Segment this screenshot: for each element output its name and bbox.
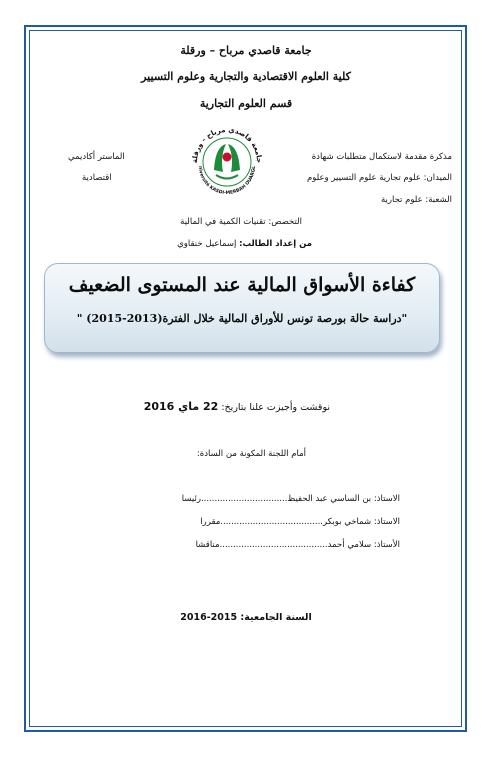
logo-arabic-text: جامعة قاصدي مرباح - ورقلة [190, 125, 264, 164]
university-logo [188, 122, 266, 194]
logo-red-dot [223, 153, 232, 162]
specialty-text: التخصص: تقنيات الكمية في المالية [180, 217, 302, 227]
student-label: من إعداد الطالب: [239, 239, 312, 249]
committee-member: الاستاذ: شماخي بوبكر......................................مقررا [200, 517, 400, 527]
university-name: جامعة قاصدي مرباح – ورقلة [180, 44, 312, 57]
field-text: الميدان: علوم تجارية علوم التسيير وعلوم [307, 173, 452, 183]
student-line [177, 239, 312, 249]
faculty-name: كلية العلوم الاقتصادية والتجارية وعلوم التسيير [141, 70, 351, 83]
academic-year: السنة الجامعية: 2015-2016 [180, 612, 312, 623]
degree-text: الماستر أكاديمي [68, 152, 125, 162]
economics-text: اقتصادية [82, 173, 112, 183]
defense-line [144, 400, 330, 413]
committee-member: الأستاذ: سلامي أحمد........................................مناقشا [195, 540, 400, 550]
student-name: إسماعيل خنقاوي [177, 239, 237, 249]
branch-text: الشعبة: علوم تجارية [380, 195, 452, 205]
defense-label: نوقشت وأجيزت علنا بتاريخ: [221, 402, 330, 413]
defense-date: 22 ماي 2016 [143, 400, 219, 413]
memo-text: مذكرة مقدمة لاستكمال متطلبات شهادة [311, 152, 452, 162]
logo-latin-text: niversité KASDI-MERBAH OUARGL [196, 165, 258, 194]
committee-heading: أمام اللجنة المكونة من السادة: [196, 449, 306, 459]
committee-member: الاستاذ: بن الساسي عبد الحفيظ................................رئيسا [181, 494, 400, 504]
thesis-title: كفاءة الأسواق المالية عند المستوى الضعيف [68, 274, 416, 296]
thesis-subtitle: "دراسة حالة بورصة تونس للأوراق المالية خلال الفترة(2013-2015) " [76, 312, 408, 325]
department-name: قسم العلوم التجارية [199, 97, 293, 110]
thesis-title-box [44, 263, 440, 353]
